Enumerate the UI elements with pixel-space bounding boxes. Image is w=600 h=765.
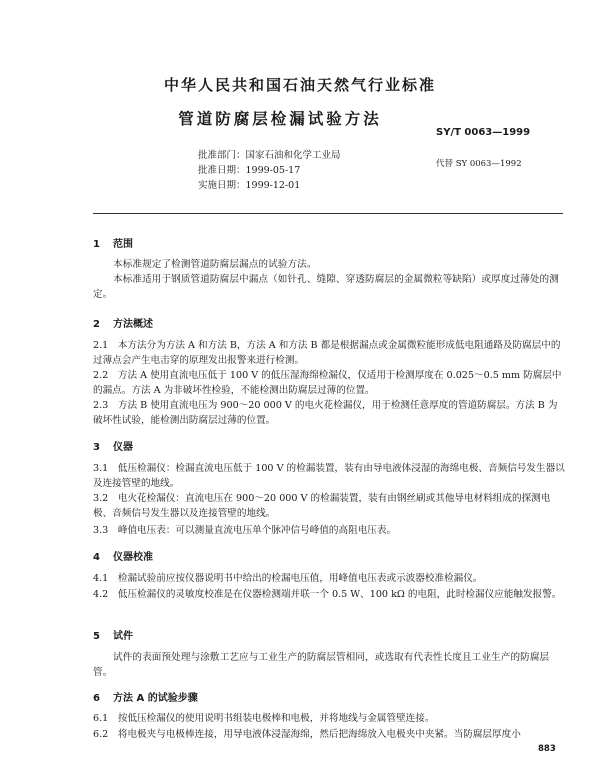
section-heading-4	[93, 548, 153, 563]
paragraph: 本标准适用于钢质管道防腐层中漏点（如针孔、缝隙、穿透防腐层的金属微粒等缺陷）或厚度过薄处的测定。	[93, 274, 559, 301]
clause-4-2: 4.2 低压检漏仪的灵敏度校准是在仪器检测端并联一个 0.5 W、100 kΩ 的电阻，此时检漏仪应能触发报警。	[93, 589, 562, 600]
page-number: 883	[538, 744, 556, 754]
document-title: 管道防腐层检漏试验方法	[178, 110, 382, 128]
industry-standard-heading: 中华人民共和国石油天然气行业标准	[163, 76, 436, 94]
standard-number: SY/T 0063—1999	[436, 127, 531, 138]
section-title: 试件	[113, 631, 133, 642]
clause-4-1: 4.1 检漏试验前应按仪器说明书中给出的检漏电压值，用峰值电压表或示波器校准检漏仪。	[93, 573, 483, 584]
header-divider	[93, 213, 563, 214]
section-title: 方法 A 的试验步骤	[113, 693, 198, 704]
paragraph: 本标准规定了检测管道防腐层漏点的试验方法。	[113, 259, 317, 270]
section-number: 6	[93, 693, 100, 704]
section-heading-3	[93, 438, 133, 453]
section-title: 方法概述	[113, 319, 153, 330]
section-heading-2	[93, 315, 153, 330]
clause-2-2: 2.2 方法 A 使用直流电压低于 100 V 的低压湿海绵检漏仪，仅适用于检测厚度在 0.025～0.5 mm 防腐层中的漏点。方法 A 为非破坏性检验，不能检测出防腐层过薄的位置。	[93, 370, 562, 397]
clause-2-3: 2.3 方法 B 使用直流电压为 900～20 000 V 的电火花检漏仪，用于检测任意厚度的管道防腐层。方法 B 为破坏性试验，能检测出防腐层过薄的位置。	[93, 400, 558, 427]
clause-6-2: 6.2 将电极夹与电极棒连接，用导电液体浸湿海绵，然后把海绵放入电极夹中夹紧。当防腐层厚度小	[93, 729, 521, 740]
section-number: 2	[93, 319, 100, 330]
clause-6-1: 6.1 按低压检漏仪的使用说明书组装电极棒和电极，并将地线与金属管壁连接。	[93, 713, 435, 724]
section-heading-5	[93, 627, 133, 642]
section-title: 范围	[113, 239, 133, 250]
section-heading-1	[93, 235, 133, 250]
section-title: 仪器校准	[113, 552, 153, 563]
clause-3-2: 3.2 电火花检漏仪：直流电压在 900～20 000 V 的检漏装置，装有由钢丝刷或其他导电材料组成的探测电极、音频信号发生器以及连接管壁的地线。	[93, 493, 551, 520]
approved-date: 批准日期：1999-05-17	[198, 165, 301, 176]
section-number: 5	[93, 631, 100, 642]
effective-date: 实施日期：1999-12-01	[198, 180, 301, 191]
clause-3-3: 3.3 峰值电压表：可以测量直流电压单个脉冲信号峰值的高阻电压表。	[93, 525, 397, 536]
section-heading-6	[93, 689, 198, 704]
section-title: 仪器	[113, 442, 133, 453]
section-number: 3	[93, 442, 100, 453]
replaces-standard: 代替 SY 0063—1992	[436, 159, 522, 169]
paragraph: 试件的表面预处理与涂敷工艺应与工业生产的防腐层管相同，或选取有代表性长度且工业生产的防腐层管。	[93, 652, 550, 679]
section-number: 1	[93, 239, 100, 250]
clause-2-1: 2.1 本方法分为方法 A 和方法 B，方法 A 和方法 B 都是根据漏点或金属微粒能形成低电阻通路及防腐层中的过薄点会产生电击穿的原理发出报警来进行检测。	[93, 340, 561, 367]
section-number: 4	[93, 552, 100, 563]
clause-3-1: 3.1 低压检漏仪：检漏直流电压低于 100 V 的检漏装置，装有由导电液体浸湿的海绵电极、音频信号发生器以及连接管壁的地线。	[93, 463, 565, 490]
approved-by: 批准部门：国家石油和化学工业局	[198, 150, 341, 161]
